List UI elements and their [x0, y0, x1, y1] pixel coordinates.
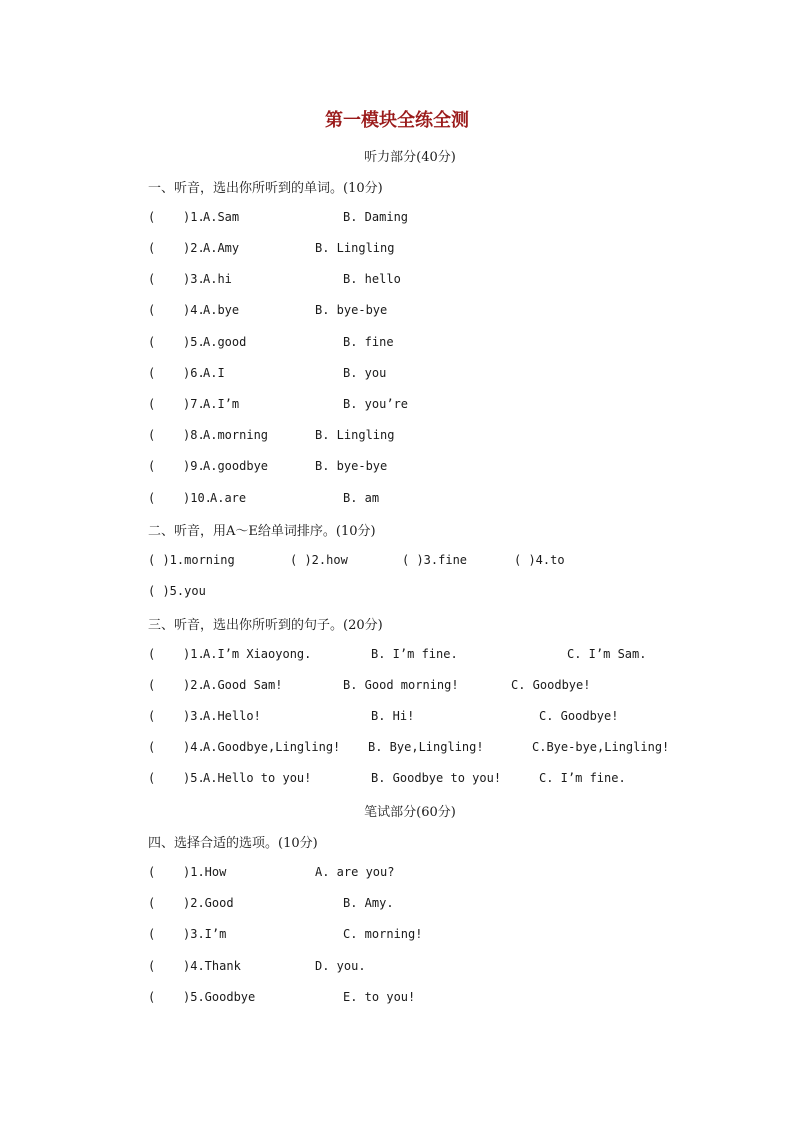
question-number: )1.: [183, 647, 205, 661]
ordering-item: ( )5.you: [148, 584, 206, 598]
option-a: A.Hello to you!: [203, 771, 312, 785]
question-number: )4.: [183, 740, 205, 754]
option-a: A.I’m Xiaoyong.: [203, 647, 312, 661]
option-a: A.Hello!: [203, 709, 261, 723]
page-title: 第一模块全练全测: [325, 110, 469, 131]
option-b: B. you: [343, 366, 387, 380]
option-b: B. I’m fine.: [371, 647, 458, 661]
option-c: C. I’m Sam.: [567, 647, 647, 661]
option-c: C. Goodbye!: [539, 709, 619, 723]
answer-paren: (: [148, 210, 156, 224]
answer-paren: (: [148, 459, 156, 473]
answer-paren: (: [148, 927, 156, 941]
part-heading-written: 笔试部分(60分): [364, 805, 456, 820]
question-number: )6.: [183, 366, 205, 380]
option-b: B. Hi!: [371, 709, 415, 723]
match-option: D. you.: [315, 959, 366, 973]
question-number: )3.: [183, 272, 205, 286]
match-option: E. to you!: [343, 990, 416, 1004]
option-a: A.I: [203, 366, 225, 380]
answer-paren: (: [148, 241, 156, 255]
option-a: A.hi: [203, 272, 232, 286]
answer-paren: (: [148, 272, 156, 286]
answer-paren: (: [148, 896, 156, 910]
option-b: B. Lingling: [315, 428, 395, 442]
section-4-heading: 四、选择合适的选项。(10分): [148, 836, 318, 851]
question-stem: )4.Thank: [183, 959, 241, 973]
answer-paren: (: [148, 428, 156, 442]
match-option: A. are you?: [315, 865, 395, 879]
answer-paren: (: [148, 397, 156, 411]
ordering-item: ( )3.fine: [402, 553, 468, 567]
section-1-heading: 一、听音，选出你所听到的单词。(10分): [148, 181, 383, 196]
option-a: A.morning: [203, 428, 269, 442]
section-2-heading: 二、听音，用A～E给单词排序。(10分): [148, 524, 376, 539]
ordering-item: ( )1.morning: [148, 553, 235, 567]
question-number: )10.: [183, 491, 212, 505]
option-b: B. hello: [343, 272, 401, 286]
option-a: A.Sam: [203, 210, 240, 224]
option-c: C.Bye-bye,Lingling!: [532, 740, 670, 754]
option-a: A.are: [210, 491, 247, 505]
option-b: B. bye-bye: [315, 459, 388, 473]
option-b: B. bye-bye: [315, 303, 388, 317]
section-3-heading: 三、听音，选出你所听到的句子。(20分): [148, 618, 383, 633]
question-stem: )2.Good: [183, 896, 234, 910]
question-stem: )3.I’m: [183, 927, 227, 941]
part-heading-listening: 听力部分(40分): [364, 150, 456, 165]
match-option: C. morning!: [343, 927, 423, 941]
answer-paren: (: [148, 771, 156, 785]
question-number: )2.: [183, 678, 205, 692]
option-a: A.good: [203, 335, 247, 349]
answer-paren: (: [148, 678, 156, 692]
answer-paren: (: [148, 709, 156, 723]
question-number: )1.: [183, 210, 205, 224]
option-a: A.bye: [203, 303, 240, 317]
question-number: )2.: [183, 241, 205, 255]
question-number: )9.: [183, 459, 205, 473]
option-a: A.Goodbye,Lingling!: [203, 740, 341, 754]
answer-paren: (: [148, 959, 156, 973]
option-b: B. you’re: [343, 397, 409, 411]
option-a: A.goodbye: [203, 459, 269, 473]
question-number: )7.: [183, 397, 205, 411]
answer-paren: (: [148, 491, 156, 505]
match-option: B. Amy.: [343, 896, 394, 910]
option-c: C. Goodbye!: [511, 678, 591, 692]
answer-paren: (: [148, 740, 156, 754]
option-a: A.I’m: [203, 397, 240, 411]
option-b: B. Bye,Lingling!: [368, 740, 484, 754]
option-b: B. fine: [343, 335, 394, 349]
option-a: A.Amy: [203, 241, 240, 255]
question-number: )8.: [183, 428, 205, 442]
answer-paren: (: [148, 335, 156, 349]
question-number: )5.: [183, 771, 205, 785]
ordering-item: ( )2.how: [290, 553, 348, 567]
question-number: )4.: [183, 303, 205, 317]
option-b: B. Daming: [343, 210, 409, 224]
option-a: A.Good Sam!: [203, 678, 283, 692]
option-b: B. Goodbye to you!: [371, 771, 502, 785]
answer-paren: (: [148, 647, 156, 661]
question-stem: )5.Goodbye: [183, 990, 256, 1004]
option-b: B. Lingling: [315, 241, 395, 255]
answer-paren: (: [148, 366, 156, 380]
option-c: C. I’m fine.: [539, 771, 626, 785]
ordering-item: ( )4.to: [514, 553, 565, 567]
question-stem: )1.How: [183, 865, 227, 879]
option-b: B. am: [343, 491, 380, 505]
answer-paren: (: [148, 303, 156, 317]
question-number: )3.: [183, 709, 205, 723]
answer-paren: (: [148, 865, 156, 879]
answer-paren: (: [148, 990, 156, 1004]
option-b: B. Good morning!: [343, 678, 459, 692]
question-number: )5.: [183, 335, 205, 349]
